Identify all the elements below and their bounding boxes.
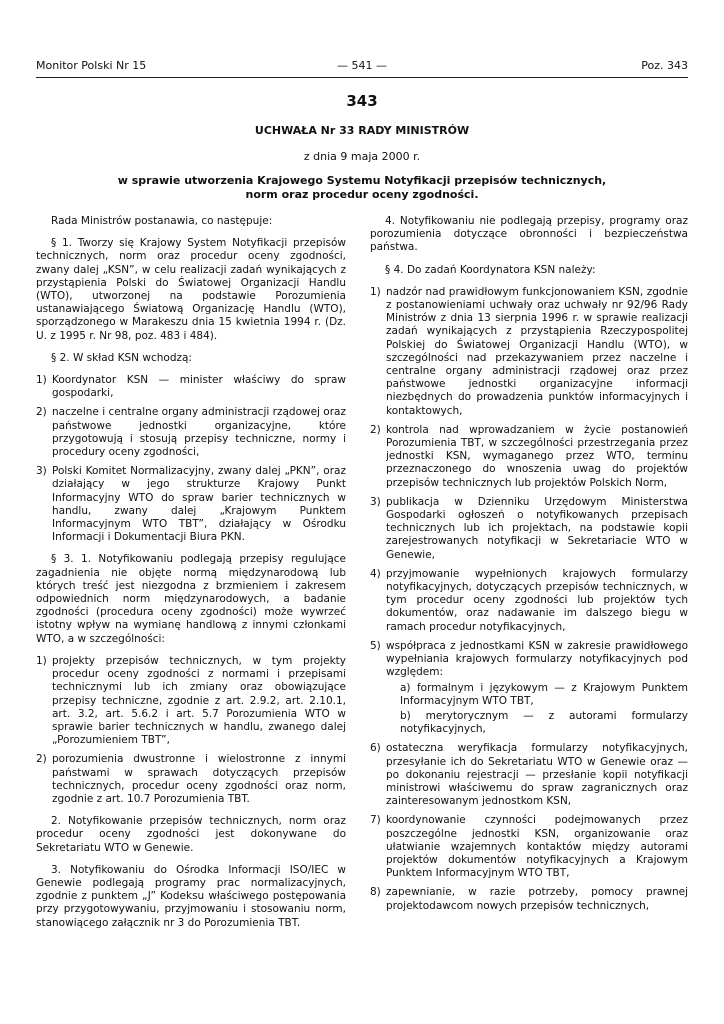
sub-list (386, 682, 688, 737)
sub-list-item: b) merytorycznym — z autorami formularzy notyfikacyjnych, (400, 709, 688, 736)
list-item: 5) współpraca z jednostkami KSN w zakresie prawidłowego wypełniania krajowych formularzy notyfikacyjnych pod względem: a) formalnym i językowym — z Krajowym Punktem Informacyjnym WTO TBT, b) merytorycznym — z autorami formularzy notyfikacyjnych, (370, 639, 688, 736)
list-item: 6) ostateczna weryfikacja formularzy notyfikacyjnych, przesyłanie ich do Sekretariatu WTO w Genewie oraz — po dokonaniu rejestracji — przesłanie kopii notyfikacji ministrowi właściwemu do spraw zagranicznych oraz zainteresowanym jednostkom KSN, (370, 742, 688, 808)
section-3-para-3: 3. Notyfikowaniu do Ośrodka Informacji ISO/IEC w Genewie podlegają programy prac normalizacyjnych, zgodnie z punktem „J” Kodeksu właściwego postępowania przy przygotowywaniu, przyjmowaniu i stosowaniu norm, stanowiącego załącznik nr 3 do Porozumienia TBT. (36, 863, 346, 929)
resolution-title: UCHWAŁA Nr 33 RADY MINISTRÓW (254, 124, 470, 137)
section-4-list (370, 286, 688, 913)
list-item: 4) przyjmowanie wypełnionych krajowych formularzy notyfikacyjnych, dotyczących przepisów technicznych, w tym procedur oceny zgodności lub projektów tych dokumentów, oraz nadawanie im dalszego biegu w ramach procedur notyfikacyjnych, (370, 567, 688, 633)
act-number: 343 (346, 92, 378, 110)
journal-name: Monitor Polski Nr 15 (36, 59, 147, 72)
right-column (370, 215, 688, 922)
list-item: 2) kontrola nad wprowadzaniem w życie postanowień Porozumienia TBT, w szczególności przestrzegania przez jednostki KSN, wymaganego przez WTO, terminu przeznaczonego do wnoszenia uwag do projektów przepisów technicznych lub projektów Polskich Norm, (370, 423, 688, 489)
section-2: § 2. W skład KSN wchodzą: (51, 351, 192, 364)
section-3-para-2: 2. Notyfikowanie przepisów technicznych, norm oraz procedur oceny zgodności jest dokonywane do Sekretariatu WTO w Genewie. (36, 815, 346, 854)
list-item: 2) naczelne i centralne organy administracji rządowej oraz państwowe jednostki organizacyjne, które przygotowują i stosują przepisy techniczne, normy i procedury oceny zgodności, (36, 406, 346, 459)
section-3: § 3. 1. Notyfikowaniu podlegają przepisy regulujące zagadnienia nie objęte normą międzynarodową lub których treść jest niezgodna z brzmieniem i zakresem odpowiednich norm międzynarodowych, a badanie zgodności (procedura oceny zgodności) może wywrzeć istotny wpływ na wymianę handlową z innymi członkami WTO, a w szczególności: (36, 553, 346, 645)
resolution-date: z dnia 9 maja 2000 r. (303, 150, 421, 163)
header-rule (36, 77, 688, 78)
position-number: Poz. 343 (641, 59, 688, 72)
section-4: § 4. Do zadań Koordynatora KSN należy: (385, 263, 596, 276)
list-item: 1) nadzór nad prawidłowym funkcjonowaniem KSN, zgodnie z postanowieniami uchwały oraz uchwały nr 92/96 Rady Ministrów z dnia 13 sierpnia 1996 r. w sprawie realizacji zadań wynikających z przystąpienia Rzeczypospolitej Polskiej do Światowej Organizacji Handlu (WTO), w szczególności nad przekazywaniem przez naczelne i centralne organy administracji rządowej oraz przez państwowe jednostki organizacyjne informacji niezbędnych do prowadzenia punktów informacyjnych i kontaktowych, (370, 285, 688, 417)
list-item: 3) publikacja w Dzienniku Urzędowym Ministerstwa Gospodarki ogłoszeń o notyfikowanych przepisach technicznych lub ich projektach, na podstawie kopii zarejestrowanych notyfikacji w Sekretariacie WTO w Genewie, (370, 495, 688, 561)
list-item: 3) Polski Komitet Normalizacyjny, zwany dalej „PKN”, oraz działający w jego strukturze Krajowy Punkt Informacyjny WTO do spraw barier technicznych w handlu, zwany dalej „Krajowym Punktem Informacyjnym WTO TBT”, działający w Ośrodku Informacji i Dokumentacji Biura PKN. (36, 465, 346, 544)
left-column (36, 215, 346, 939)
section-2-list (36, 374, 346, 544)
section-3-para-4: 4. Notyfikowaniu nie podlegają przepisy, programy oraz porozumienia dotyczące obronności i bezpieczeństwa państwa. (370, 215, 688, 254)
sub-list-item: a) formalnym i językowym — z Krajowym Punktem Informacyjnym WTO TBT, (400, 681, 688, 707)
section-3-list (36, 655, 346, 806)
page-number: — 541 — (337, 59, 387, 72)
list-item: 7) koordynowanie czynności podejmowanych przez poszczególne jednostki KSN, organizowanie oraz ułatwianie wzajemnych kontaktów między autorami projektów dokumentów notyfikacyjnych a Krajowym Punktem Informacyjnym WTO TBT, (370, 814, 688, 880)
list-item: 2) porozumienia dwustronne i wielostronne z innymi państwami w sprawach dotyczących przepisów technicznych, procedur oceny zgodności oraz norm, zgodnie z art. 10.7 Porozumienia TBT. (36, 753, 346, 805)
resolution-subject: w sprawie utworzenia Krajowego Systemu Notyfikacji przepisów technicznych, norm oraz procedur oceny zgodności. (117, 174, 607, 201)
intro-paragraph: Rada Ministrów postanawia, co następuje: (51, 215, 273, 227)
list-item: 1) Koordynator KSN — minister właściwy do spraw gospodarki, (36, 374, 346, 400)
list-item: 1) projekty przepisów technicznych, w tym projekty procedur oceny zgodności z normami i przepisami technicznymi lub ich zmiany oraz obowiązujące przepisy techniczne, zgodnie z art. 2.9.2, art. 2.10.1, art. 3.2, art. 5.6.2 i art. 5.7 Porozumienia WTO w sprawie barier technicznych w handlu, zwanego dalej „Porozumieniem TBT”, (36, 654, 346, 747)
running-header (36, 58, 688, 74)
list-item: 8) zapewnianie, w razie potrzeby, pomocy prawnej projektodawcom nowych przepisów technicznych, (370, 886, 688, 912)
title-block (36, 92, 688, 201)
section-1: § 1. Tworzy się Krajowy System Notyfikacji przepisów technicznych, norm oraz procedur oceny zgodności, zwany dalej „KSN”, w celu realizacji zadań wynikających z przystąpienia Polski do Światowej Organizacji Handlu (WTO), utworzonej na podstawie Porozumienia ustanawiającego Światową Organizację Handlu (WTO), sporządzonego w Marakeszu dnia 15 kwietnia 1994 r. (Dz. U. z 1995 r. Nr 98, poz. 483 i 484). (36, 237, 346, 342)
